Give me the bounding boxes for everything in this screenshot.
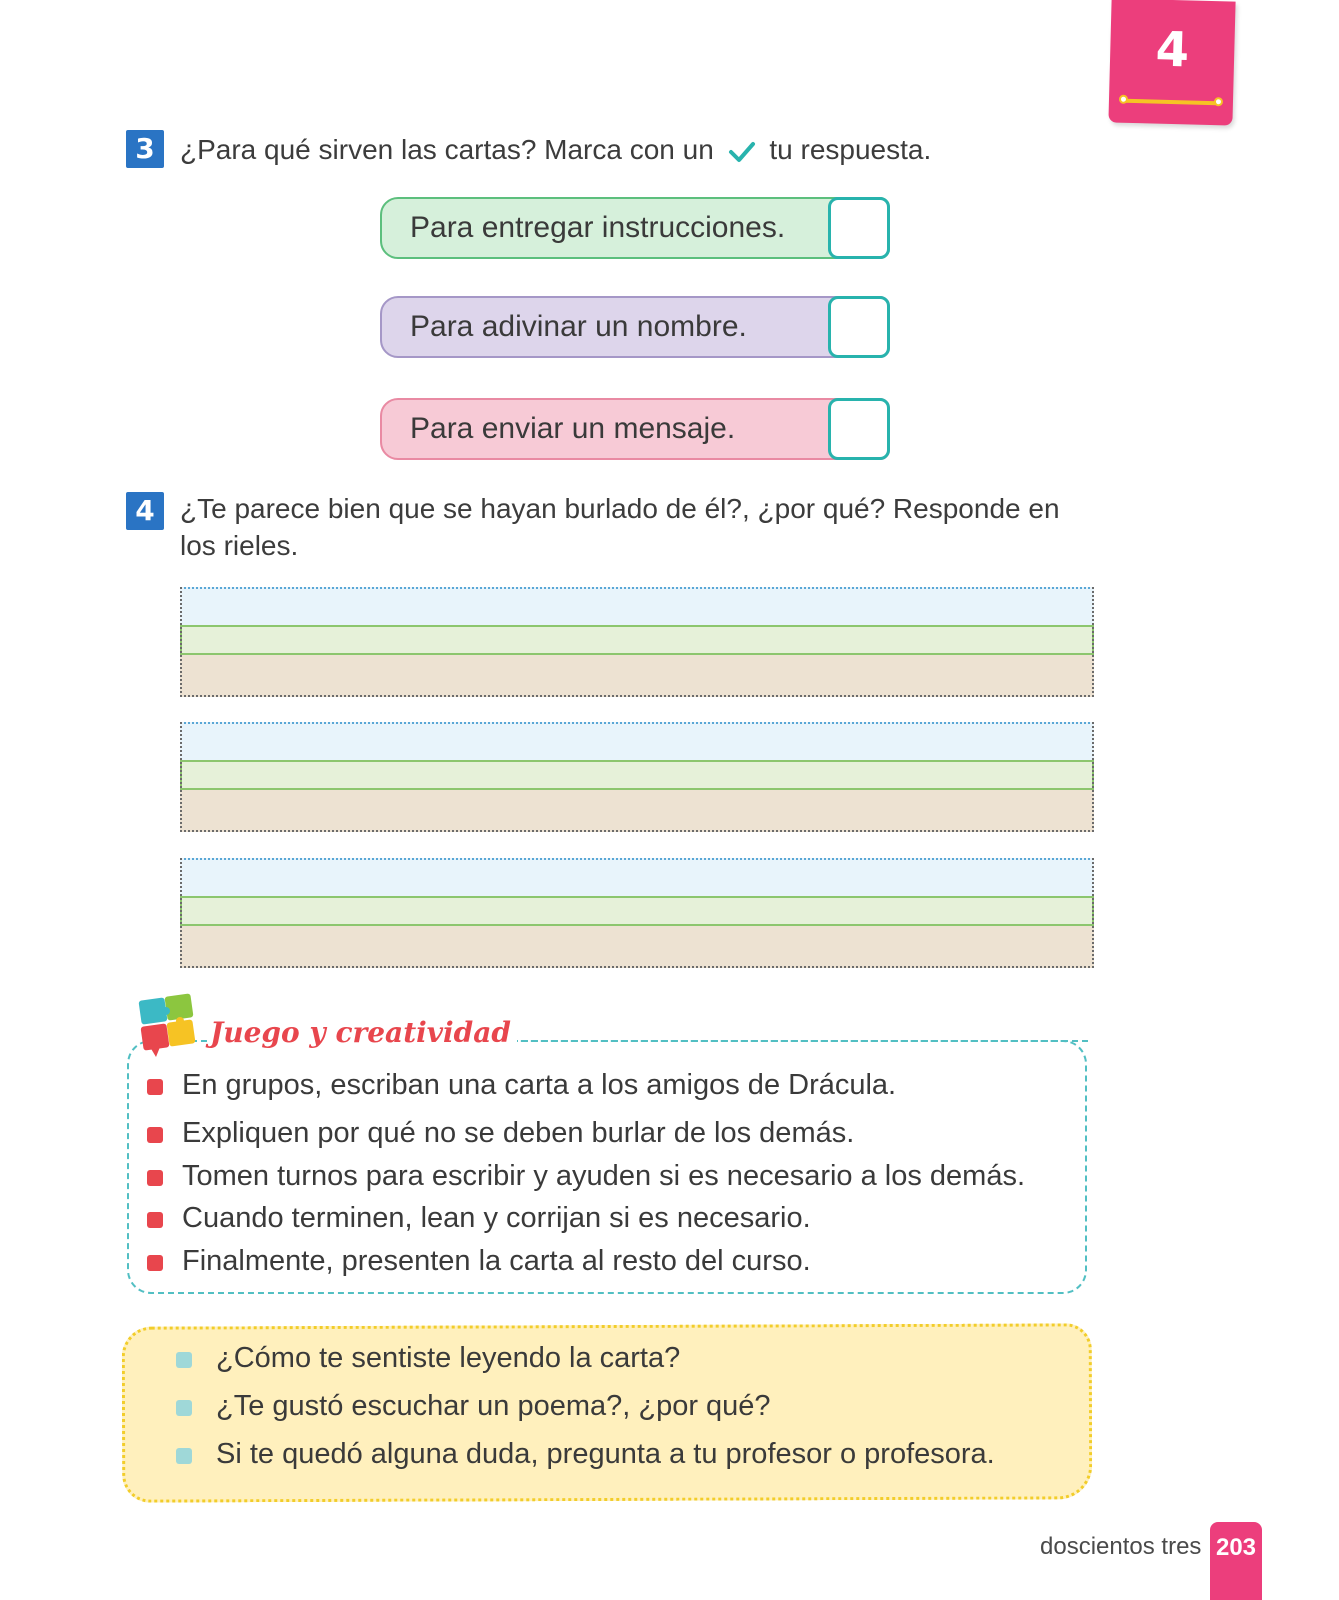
reflection-item-1: ¿Cómo te sentiste leyendo la carta? xyxy=(216,1342,681,1374)
option-checkbox[interactable] xyxy=(828,398,890,460)
unit-number: 4 xyxy=(1154,21,1190,79)
bullet xyxy=(147,1255,163,1271)
page-number: 203 xyxy=(1210,1522,1262,1600)
game-item-4: Cuando terminen, lean y corrijan si es necesario. xyxy=(182,1202,811,1234)
game-item-1: En grupos, escriban una carta a los amigos de Drácula. xyxy=(182,1069,897,1101)
game-title-line xyxy=(452,1040,1088,1042)
bullet xyxy=(147,1170,163,1186)
game-item-5: Finalmente, presenten la carta al resto del curso. xyxy=(182,1245,811,1277)
bullet xyxy=(176,1448,192,1464)
checkmark-icon xyxy=(728,140,756,164)
bullet xyxy=(176,1352,192,1368)
question-3-number: 3 xyxy=(126,130,164,168)
option-label: Para enviar un mensaje. xyxy=(410,412,736,445)
unit-tab xyxy=(1108,0,1235,126)
option-checkbox[interactable] xyxy=(828,197,890,259)
unit-tab-dot-right xyxy=(1214,97,1223,106)
option-entregar-instrucciones xyxy=(380,197,890,259)
writing-rail-2[interactable] xyxy=(180,722,1094,832)
question-4-line-2: los rieles. xyxy=(180,530,299,561)
question-3-text xyxy=(180,131,931,169)
bullet xyxy=(176,1400,192,1416)
question-3-text-before: ¿Para qué sirven las cartas? Marca con un xyxy=(180,134,714,165)
question-4-line-1: ¿Te parece bien que se hayan burlado de él?, ¿por qué? Responde en xyxy=(180,493,1060,524)
option-enviar-mensaje xyxy=(380,398,890,460)
puzzle-icon xyxy=(136,993,200,1059)
bullet xyxy=(147,1127,163,1143)
writing-rail-1[interactable] xyxy=(180,587,1094,697)
page-number-words: doscientos tres xyxy=(1040,1533,1202,1560)
reflection-item-3: Si te quedó alguna duda, pregunta a tu profesor o profesora. xyxy=(216,1438,995,1470)
bullet xyxy=(147,1079,163,1095)
option-checkbox[interactable] xyxy=(828,296,890,358)
bullet xyxy=(147,1212,163,1228)
game-title: Juego y creatividad xyxy=(210,1016,517,1049)
question-3-text-after: tu respuesta. xyxy=(769,134,932,165)
reflection-item-2: ¿Te gustó escuchar un poema?, ¿por qué? xyxy=(216,1390,771,1422)
option-label: Para entregar instrucciones. xyxy=(410,211,786,244)
game-item-3: Tomen turnos para escribir y ayuden si es necesario a los demás. xyxy=(182,1160,1026,1192)
question-4-number: 4 xyxy=(126,492,164,530)
game-item-2: Expliquen por qué no se deben burlar de los demás. xyxy=(182,1117,855,1149)
option-adivinar-nombre xyxy=(380,296,890,358)
option-label: Para adivinar un nombre. xyxy=(410,310,747,343)
writing-rail-3[interactable] xyxy=(180,858,1094,968)
unit-tab-bar xyxy=(1123,99,1219,106)
